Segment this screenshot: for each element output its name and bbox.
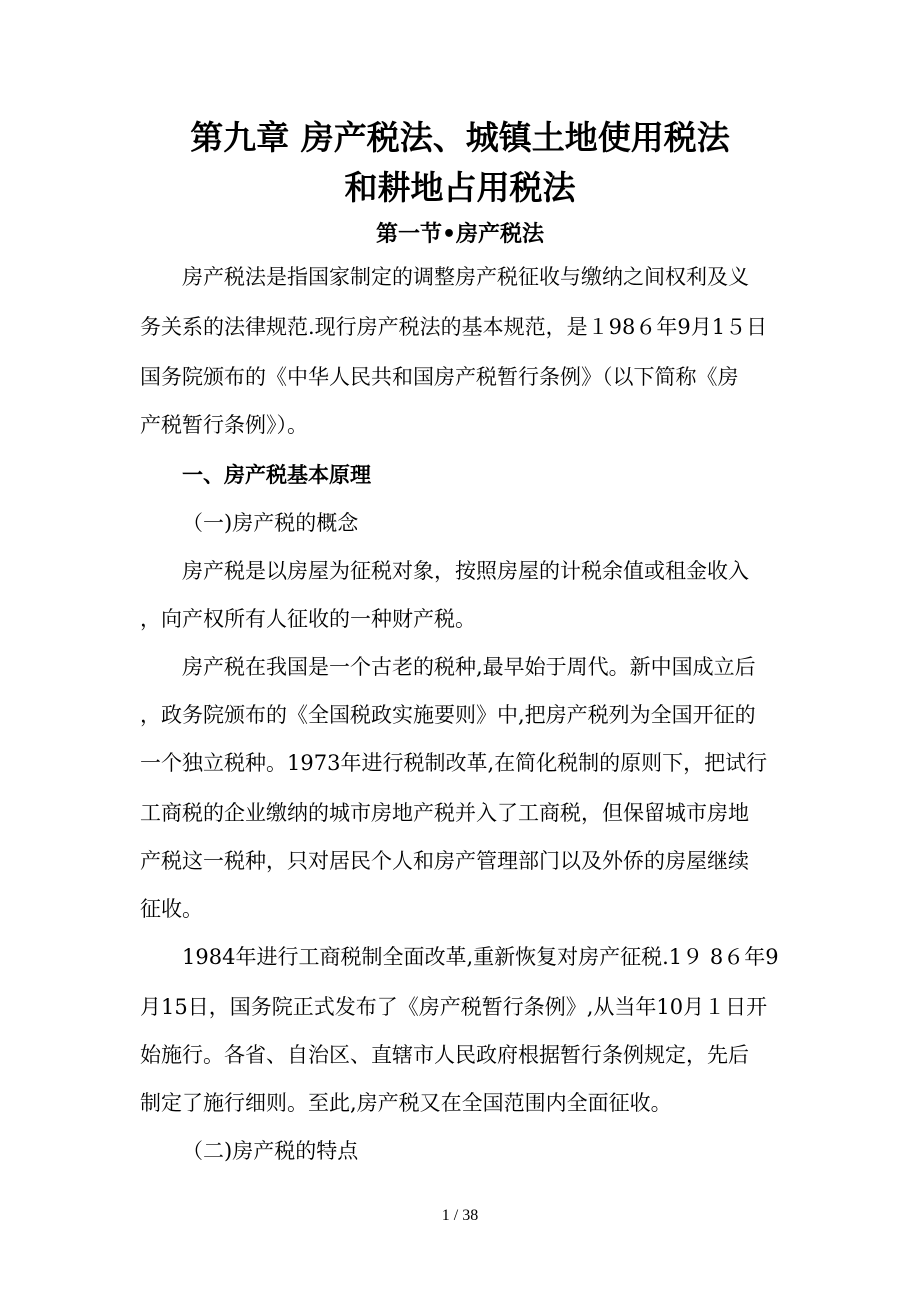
paragraph-line: 产税暂行条例》）。 [140, 413, 308, 437]
paragraph-line: 房产税在我国是一个古老的税种,最早始于周代。新中国成立后 [182, 655, 756, 679]
page-number: 1 / 38 [441, 1207, 479, 1224]
subheading-features: （二)房产税的特点 [182, 1139, 359, 1163]
chapter-title-line-2: 和耕地占用税法 [344, 168, 576, 207]
paragraph-line: ，向产权所有人征收的一种财产税。 [140, 607, 476, 631]
paragraph-line: 产税这一税种，只对居民个人和房产管理部门以及外侨的房屋继续 [140, 849, 749, 873]
paragraph-line: 一个独立税种。1973年进行税制改革,在简化税制的原则下，把试行 [140, 751, 768, 775]
heading-basic-principles: 一、房产税基本原理 [182, 463, 371, 487]
paragraph-line: ，政务院颁布的《全国税政实施要则》中,把房产税列为全国开征的 [140, 703, 756, 727]
paragraph-line: 1984年进行工商税制全面改革,重新恢复对房产征税.1９ 8６年9 [182, 945, 779, 969]
paragraph-line: 月15日，国务院正式发布了《房产税暂行条例》,从当年10月１日开 [140, 995, 768, 1019]
paragraph-line: 征收。 [140, 897, 203, 921]
paragraph-line: 工商税的企业缴纳的城市房地产税并入了工商税，但保留城市房地 [140, 801, 749, 825]
paragraph-line: 务关系的法律规范.现行房产税法的基本规范，是１98６年9月1５日 [140, 315, 768, 339]
paragraph-line: 始施行。各省、自治区、直辖市人民政府根据暂行条例规定，先后 [140, 1043, 749, 1067]
paragraph-line: 国务院颁布的《中华人民共和国房产税暂行条例》（以下简称《房 [140, 365, 739, 389]
section-title: 第一节•房产税法 [375, 222, 545, 247]
chapter-title-line-1: 第九章 房产税法、城镇土地使用税法 [190, 118, 730, 157]
subheading-concept: （一)房产税的概念 [182, 511, 359, 535]
paragraph-line: 制定了施行细则。至此,房产税又在全国范围内全面征收。 [140, 1091, 672, 1115]
paragraph-line: 房产税是以房屋为征税对象，按照房屋的计税余值或租金收入 [182, 559, 749, 583]
paragraph-line: 房产税法是指国家制定的调整房产税征收与缴纳之间权利及义 [182, 265, 749, 289]
